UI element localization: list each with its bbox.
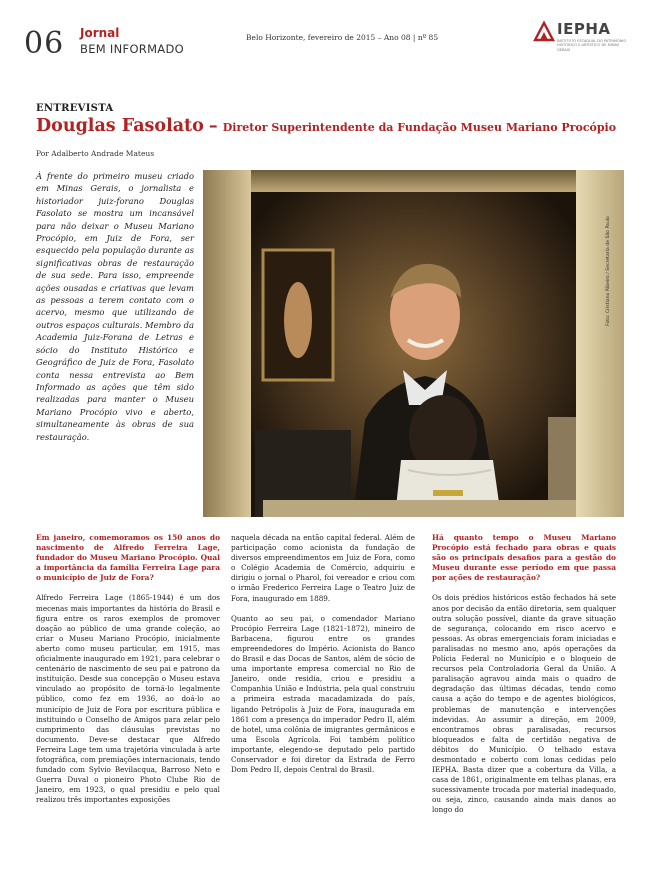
iepha-logo-icon xyxy=(533,20,555,42)
interview-photo xyxy=(203,170,624,517)
photo-credit-text: Foto: Cristiano Ribeiro / Secretaria de São Paulo xyxy=(606,216,611,326)
byline: Por Adalberto Andrade Mateus xyxy=(36,149,155,158)
iepha-logo xyxy=(533,20,633,58)
headline xyxy=(36,116,636,136)
publication-title: BEM INFORMADO xyxy=(80,42,184,56)
page-header xyxy=(0,0,652,70)
column-1 xyxy=(36,533,220,815)
answer-1: Alfredo Ferreira Lage (1865-1944) é um dos mecenas mais importantes da história do Brasil e figura entre os raros exemplos de promover doação ao público de uma grande coleção, ao criar o Museu Mariano Procópio, inicialmente aberto como museu particular, em 1915, mas oficialmente inaugurado em 1921, para celebrar o centenário de nascimento de seu pai e patrono da instituição. Desde sua concepção o Museu estava vinculado ao propósito de torná-lo legalmente público, como fez em 1936, ao doá-lo ao município de Juiz de Fora por escritura pública e instituindo o Conselho de Amigos para zelar pelo cumprimento das cláusulas previstas no documento. Deve-se destacar que Alfredo Ferreira Lage tem uma trajetória vinculada à arte fotográfica, com premiações internacionais, tendo fundado com Sylvio Bevilacqua, Barroso Neto e Guerra Duval o pioneiro Photo Clube Rio de Janeiro, em 1923, o qual presidiu e pelo qual realizou três importantes exposições xyxy=(36,593,220,805)
headline-name: Douglas Fasolato xyxy=(36,116,204,136)
headline-dash: – xyxy=(208,116,218,136)
question-2: Há quanto tempo o Museu Mariano Procópio está fechado para obras e quais são os principais desafios para a gestão do Museu durante esse período em que passa por ações de restauração? xyxy=(432,533,616,583)
photo-credit xyxy=(606,186,618,326)
page-number: 06 xyxy=(24,26,65,61)
column-3 xyxy=(432,533,616,826)
column-2 xyxy=(231,533,415,785)
section-kicker: ENTREVISTA xyxy=(36,103,114,114)
logo-text: IEPHA xyxy=(557,20,611,38)
logo-subtitle: INSTITUTO ESTADUAL DO PATRIMÔNIO HISTÓRICO E ARTÍSTICO DE MINAS GERAIS xyxy=(557,39,627,52)
publication-label: Jornal xyxy=(80,26,120,40)
answer-1-paragraph-2: Quanto ao seu pai, o comendador Mariano Procópio Ferreira Lage (1821-1872), mineiro de Barbacena, figurou entre os grandes empreendedores do Império. Acionista do Banco do Brasil e das Docas de Santos, além de sócio de uma importante empresa comercial no Rio de Janeiro, onde residia, criou e presidiu a Companhia União e Indústria, pela qual construiu a primeira estrada macadamizada do país, ligando Petrópolis à Juiz de Fora, inaugurada em 1861 com a presença do imperador Pedro II, além de hotel, uma colônia de imigrantes germânicos e uma Escola Agrícola. Foi também político importante, elegendo-se deputado pelo partido Conservador e foi diretor da Estrada de Ferro Dom Pedro II, depois Central do Brasil. xyxy=(231,613,415,775)
edition-info: Belo Horizonte, fevereiro de 2015 – Ano 08 | nº 85 xyxy=(246,33,439,42)
answer-2: Os dois prédios históricos estão fechados há sete anos por decisão da então diretoria, sem qualquer outra solução possível, diante da grave situação de segurança, colocando em risco acervo e pessoas. As obras emergenciais foram iniciadas e paralisadas no mesmo ano, após operações da Polícia Federal no Município e o bloqueio de recursos pela Controladoria Geral da União. A paralisação agravou ainda mais o quadro de degradação das últimas décadas, tendo como causa a ação do tempo e de agentes biológicos, problemas de manutenção e intervenções indevidas. Ao assumir a direção, em 2009, encontramos obras paralisadas, recursos bloqueados e falta de certidão negativa de débitos do Município. O telhado estava desmontado e coberto com lonas cedidas pelo IEPHA. Basta dizer que a cobertura da Villa, a casa de 1861, originalmente em telhas planas, era sucessivamente trocada por material inadequado, ou seja, zinco, causando ainda mais danos ao longo do xyxy=(432,593,616,815)
headline-role: Diretor Superintendente da Fundação Museu Mariano Procópio xyxy=(222,121,617,134)
answer-1-continued: naquela década na então capital federal. Além de participação como acionista da fundação de diversos empreendimentos em Juiz de Fora, como o Colégio Academia de Comércio, adquiriu e dirigiu o jornal o Pharol, foi vereador e criou com o irmão Frederico Ferreira Lage o Teatro Juiz de Fora, inaugurado em 1889. xyxy=(231,533,415,603)
intro-text: À frente do primeiro museu criado em Minas Gerais, o jornalista e historiador juiz-forano Douglas Fasolato se mostra um incansável para não deixar o Museu Mariano Procópio, em Juiz de Fora, ser esquecido pela população durante as significativas obras de restauração de sua sede. Para isso, empreende ações ousadas e criativas que levam as pessoas a terem contato com o acervo, mesmo que utilizando de outros espaços culturais. Membro da Academia Juiz-Forana de Letras e sócio do Instituto Histórico e Geográfico de Juiz de Fora, Fasolato conta nessa entrevista ao Bem Informado as ações que têm sido realizadas para manter o Museu Mariano Procópio vivo e aberto, simultaneamente às obras de sua restauração. xyxy=(36,171,194,442)
question-1: Em janeiro, comemoramos os 150 anos do nascimento de Alfredo Ferreira Lage, fundador do Museu Mariano Procópio. Qual a importância da família Ferreira Lage para o município de Juiz de Fora? xyxy=(36,533,220,583)
